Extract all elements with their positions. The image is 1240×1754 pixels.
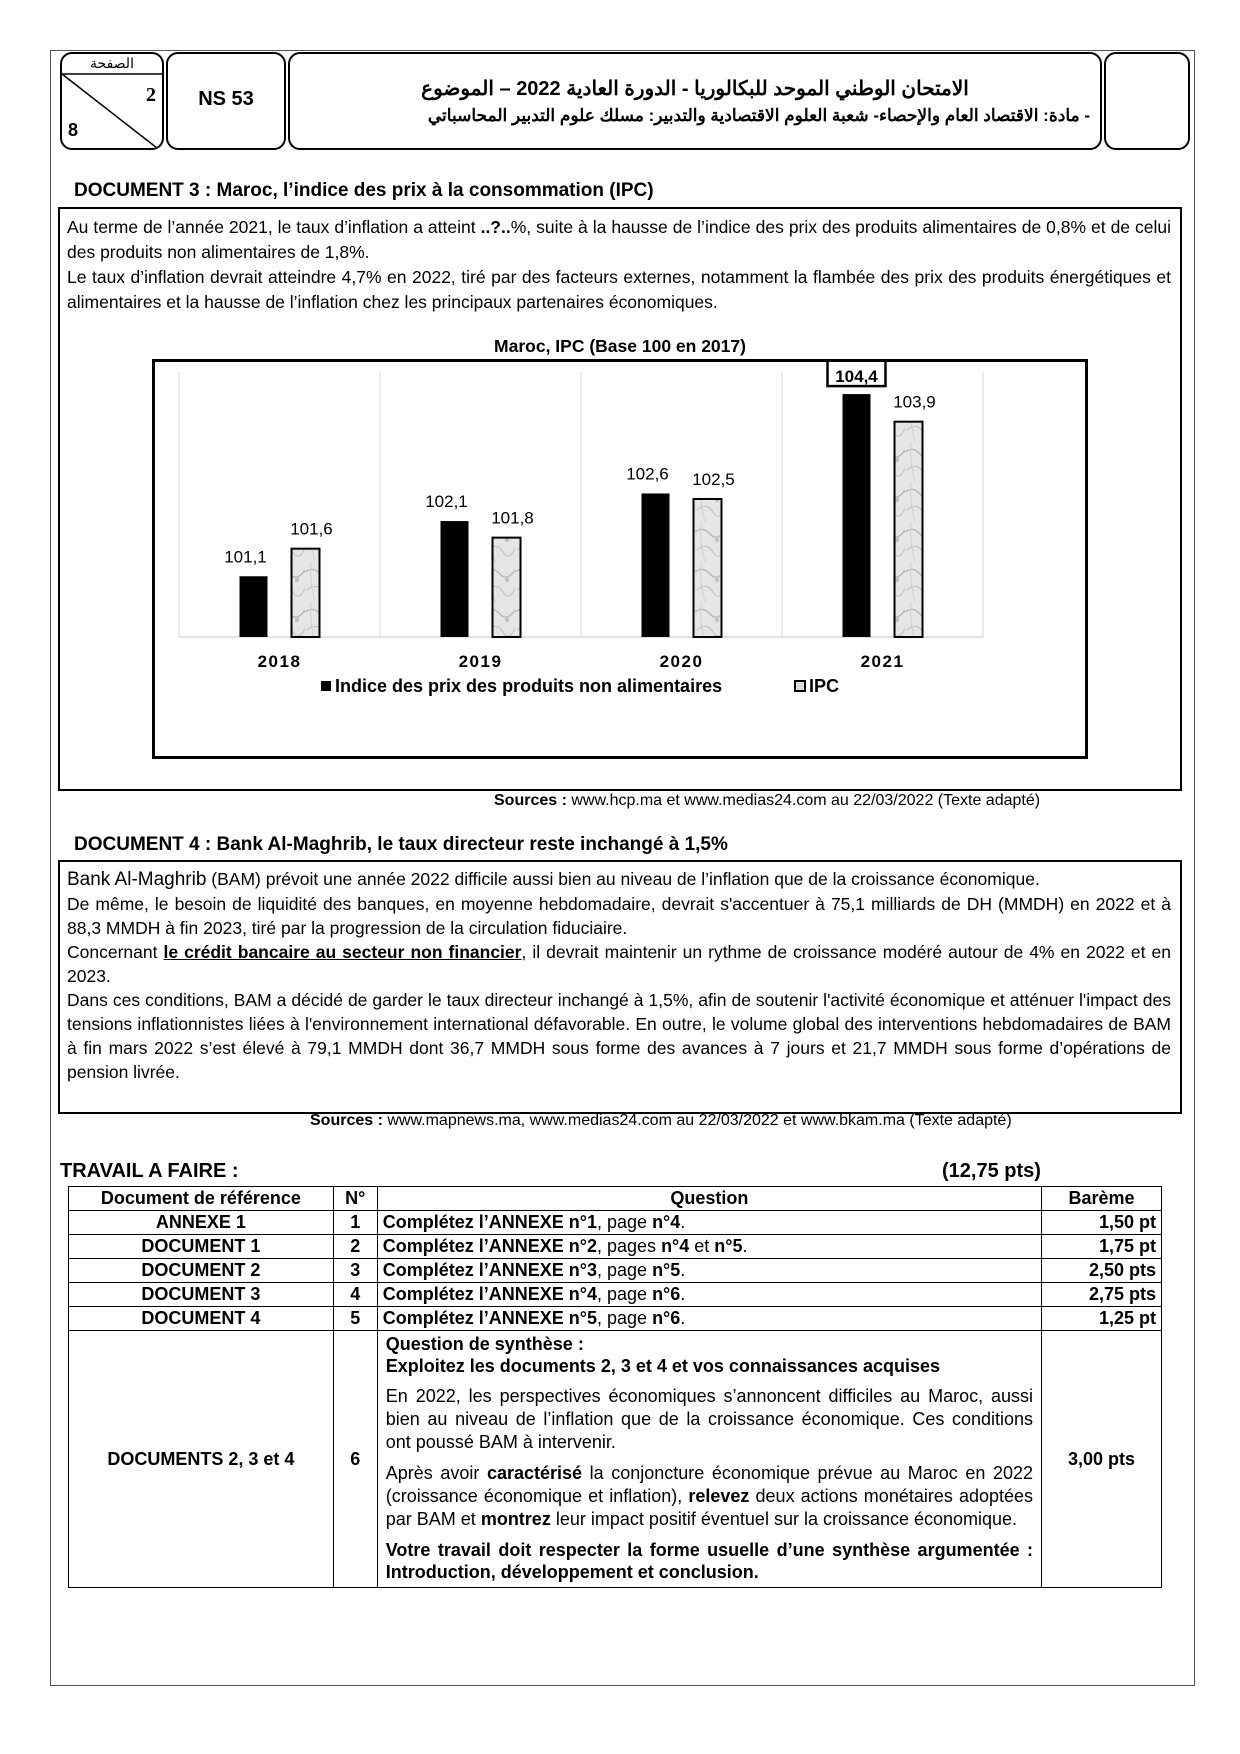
page-number-box — [60, 52, 164, 150]
synthesis-row — [69, 1331, 1162, 1588]
bar-ipc — [292, 549, 320, 637]
row-question: Complétez l’ANNEXE n°3, page n°5. — [377, 1259, 1041, 1283]
doc4-text — [67, 867, 1171, 1084]
row-doc: DOCUMENT 4 — [69, 1307, 334, 1331]
data-label: 104,4 — [835, 367, 878, 387]
row-question: Complétez l’ANNEXE n°5, page n°6. — [377, 1307, 1041, 1331]
x-tick-label: 2020 — [659, 652, 704, 671]
doc3-box — [58, 207, 1182, 791]
row-doc: DOCUMENT 2 — [69, 1259, 334, 1283]
doc3-p2: Le taux d’inflation devrait atteindre 4,7% en 2022, tiré par des facteurs externes, notamment la flambée des prix des produits énergétiques et alimentaires et la hausse de l’inflation chez les principaux partenaires économiques. — [67, 267, 1171, 312]
row-question: Complétez l’ANNEXE n°4, page n°6. — [377, 1283, 1041, 1307]
bar-ipc — [895, 422, 923, 637]
x-tick-label: 2021 — [860, 652, 905, 671]
legend-swatch-non-alimentaire — [321, 681, 331, 691]
doc3-source-label: Sources : — [494, 792, 567, 809]
data-label: 102,5 — [692, 469, 735, 489]
legend-label-ipc: IPC — [809, 676, 840, 696]
doc3-text — [67, 215, 1171, 315]
travail-title: TRAVAIL A FAIRE : — [60, 1160, 239, 1182]
table-row — [69, 1307, 1162, 1331]
doc3-p1b: %, suite à la hausse de l’indice des prix des produits alimentaires de 0,8% et de celui des produits non alimentaires de 1,8%. — [67, 217, 1171, 262]
page-number: 2 — [146, 84, 156, 106]
bar-ipc — [493, 538, 521, 637]
bar-non-alimentaire — [843, 394, 871, 637]
travail-points: (12,75 pts) — [942, 1160, 1041, 1182]
data-label: 101,6 — [290, 519, 333, 539]
doc4-source-label: Sources : — [310, 1112, 383, 1129]
doc3-source — [494, 792, 1040, 810]
row-n: 3 — [333, 1259, 377, 1283]
bar-non-alimentaire — [441, 521, 469, 637]
synth-p1: En 2022, les perspectives économiques s’annoncent difficiles au Maroc, aussi bien au niveau de l’inflation que de la croissance économique. Ces conditions ont poussé BAM à intervenir. — [385, 1386, 1034, 1452]
row-bareme: 1,25 pt — [1042, 1307, 1162, 1331]
doc4-credit: le crédit bancaire au secteur non financier — [163, 942, 522, 962]
chart-title: Maroc, IPC (Base 100 en 2017) — [494, 336, 746, 356]
ipc-chart — [155, 362, 1085, 756]
synth-n: 6 — [333, 1331, 377, 1588]
row-bareme: 1,75 pt — [1042, 1235, 1162, 1259]
row-bareme: 2,75 pts — [1042, 1283, 1162, 1307]
table-header-row — [69, 1187, 1162, 1211]
exam-title-line2: - مادة: الاقتصاد العام والإحصاء- شعبة العلوم الاقتصادية والتدبير: مسلك علوم التدبير المحاسباتي — [427, 106, 1090, 125]
doc4-title: DOCUMENT 4 : Bank Al-Maghrib, le taux directeur reste inchangé à 1,5% — [74, 834, 728, 855]
doc4-source-text: www.mapnews.ma, www.medias24.com au 22/03/2022 et www.bkam.ma (Texte adapté) — [382, 1112, 1012, 1129]
header-blank-box — [1104, 52, 1190, 150]
exam-title-box — [288, 52, 1102, 150]
synth-p3: Votre travail doit respecter la forme usuelle d’une synthèse argumentée : Introduction, développement et conclusion. — [385, 1540, 1034, 1582]
header-n: N° — [333, 1187, 377, 1211]
legend-label-non-alimentaire: Indice des prix des produits non alimentaires — [335, 676, 723, 696]
row-n: 5 — [333, 1307, 377, 1331]
row-n: 2 — [333, 1235, 377, 1259]
header-bareme: Barème — [1042, 1187, 1162, 1211]
row-question: Complétez l’ANNEXE n°2, pages n°4 et n°5. — [377, 1235, 1041, 1259]
doc3-p1a: Au terme de l’année 2021, le taux d’inflation a atteint — [67, 217, 481, 237]
doc4-p3b: , il devrait maintenir un rythme de croissance modéré autour de 4% en 2022 et en 2023. — [67, 942, 1171, 986]
synth-doc: DOCUMENTS 2, 3 et 4 — [69, 1331, 334, 1588]
row-n: 4 — [333, 1283, 377, 1307]
page-total: 8 — [68, 120, 79, 140]
row-question: Complétez l’ANNEXE n°1, page n°4. — [377, 1211, 1041, 1235]
bar-non-alimentaire — [240, 576, 268, 637]
doc4-p3a: Concernant — [67, 942, 164, 962]
data-label: 103,9 — [893, 392, 936, 412]
doc4-source — [310, 1112, 1012, 1130]
synth-bareme: 3,00 pts — [1042, 1331, 1162, 1588]
row-bareme: 1,50 pt — [1042, 1211, 1162, 1235]
doc4-p4: Dans ces conditions, BAM a décidé de garder le taux directeur inchangé à 1,5%, afin de soutenir l'activité économique et atténuer l'impact des tensions inflationnistes liées à l'environnement international défavorable. En outre, le volume global des interventions hebdomadaires de BAM à fin mars 2022 s’est élevé à 79,1 MMDH dont 36,7 MMDH sous forme des avances à 7 jours et 21,7 MMDH sous forme d’opérations de pension livrée. — [67, 990, 1171, 1082]
travail-table — [68, 1186, 1162, 1588]
bar-ipc — [694, 499, 722, 637]
doc3-title: DOCUMENT 3 : Maroc, l’indice des prix à la consommation (IPC) — [74, 180, 654, 201]
header-doc: Document de référence — [69, 1187, 334, 1211]
synth-subtitle: Exploitez les documents 2, 3 et 4 et vos connaissances acquises — [385, 1356, 940, 1376]
doc4-box — [58, 860, 1182, 1114]
doc3-source-text: www.hcp.ma et www.medias24.com au 22/03/2022 (Texte adapté) — [566, 792, 1041, 809]
table-row — [69, 1235, 1162, 1259]
data-label: 102,1 — [425, 492, 468, 512]
doc4-p1a: Bank Al-Maghrib — [67, 869, 207, 890]
table-row — [69, 1211, 1162, 1235]
data-label: 102,6 — [626, 464, 669, 484]
exam-title-line1: الامتحان الوطني الموحد للبكالوريا - الدورة العادية 2022 – الموضوع — [421, 78, 969, 100]
row-doc: ANNEXE 1 — [69, 1211, 334, 1235]
legend-swatch-ipc — [795, 681, 805, 691]
x-tick-label: 2019 — [458, 652, 503, 671]
bar-non-alimentaire — [642, 493, 670, 637]
row-bareme: 2,50 pts — [1042, 1259, 1162, 1283]
exam-code-box — [166, 52, 286, 150]
inflation-blank: ..?.. — [480, 217, 511, 237]
synth-question — [377, 1331, 1041, 1588]
doc4-p2: De même, le besoin de liquidité des banques, en moyenne hebdomadaire, devrait s'accentuer à 75,1 milliards de DH (MMDH) en 2022 et à 88,3 MMDH à fin 2023, tiré par la progression de la circulation fiduciaire. — [67, 894, 1171, 938]
synth-title: Question de synthèse : — [385, 1334, 584, 1354]
header-question: Question — [377, 1187, 1041, 1211]
row-doc: DOCUMENT 1 — [69, 1235, 334, 1259]
x-tick-label: 2018 — [257, 652, 302, 671]
row-doc: DOCUMENT 3 — [69, 1283, 334, 1307]
table-row — [69, 1283, 1162, 1307]
doc4-p1b: (BAM) prévoit une année 2022 difficile aussi bien au niveau de l’inflation que de la croissance économique. — [206, 869, 1040, 889]
table-row — [69, 1259, 1162, 1283]
data-label: 101,1 — [224, 547, 267, 567]
chart-frame — [152, 359, 1088, 759]
row-n: 1 — [333, 1211, 377, 1235]
page-label: الصفحة — [90, 55, 134, 71]
synth-p2: Après avoir caractérisé la conjoncture économique prévue au Maroc en 2022 (croissance économique et inflation), relevez deux actions monétaires adoptées par BAM et montrez leur impact positif éventuel sur la croissance économique. — [385, 1463, 1034, 1529]
exam-code: NS 53 — [198, 88, 254, 110]
data-label: 101,8 — [491, 508, 534, 528]
